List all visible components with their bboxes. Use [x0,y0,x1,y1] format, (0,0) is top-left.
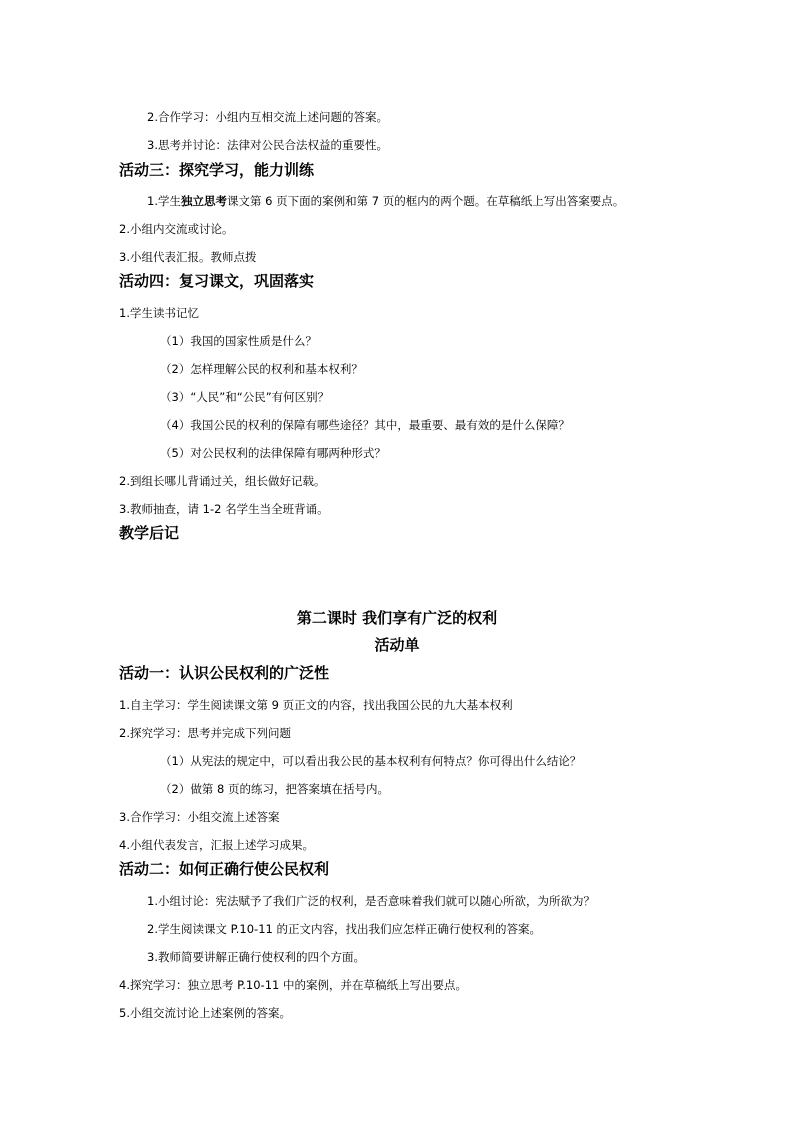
section-heading: 活动二：如何正确行使公民权利 [119,860,330,878]
list-item: 5.小组交流讨论上述案例的答案。 [119,1006,291,1020]
question-item: （3）“人民”和“公民”有何区别？ [160,390,330,404]
list-item: 1.学生读书记忆 [119,306,199,320]
list-item: 3.教师抽查，请 1-2 名学生当全班背诵。 [119,502,329,516]
question-item: （2）做第 8 页的练习，把答案填在括号内。 [160,782,389,796]
section-heading: 活动一：认识公民权利的广泛性 [119,664,330,682]
list-item: 2.小组内交流或讨论。 [119,222,234,236]
list-item: 4.小组代表发言，汇报上述学习成果。 [119,838,314,852]
list-item: 3.教师简要讲解正确行使权利的四个方面。 [147,950,365,964]
question-item: （2）怎样理解公民的权利和基本权利？ [160,362,363,376]
list-item [147,194,624,208]
list-item: 4.探究学习：独立思考 P.10-11 中的案例，并在草稿纸上写出要点。 [119,978,467,992]
section-heading: 活动四：复习课文，巩固落实 [119,272,315,290]
question-item: （1）我国的国家性质是什么？ [160,334,317,348]
list-item: 2.学生阅读课文 P.10-11 的正文内容，找出我们应怎样正确行使权利的答案。 [147,922,541,936]
list-item-text: 课文第 6 页下面的案例和第 7 页的框内的两个题。在草稿纸上写出答案要点。 [226,194,625,208]
section-heading: 教学后记 [119,524,180,542]
section-heading: 活动三：探究学习，能力训练 [119,161,315,179]
list-item: 2.探究学习：思考并完成下列问题 [119,726,291,740]
list-item: 3.合作学习：小组交流上述答案 [119,810,280,824]
lesson-title: 第二课时 我们享有广泛的权利 [296,609,498,627]
list-item: 1.自主学习：学生阅读课文第 9 页正文的内容，找出我国公民的九大基本权利 [119,698,513,712]
lesson-subtitle: 活动单 [374,636,420,654]
list-item: 3.思考并讨论：法律对公民合法权益的重要性。 [147,138,388,152]
list-item: 2.到组长哪儿背诵过关，组长做好记载。 [119,474,326,488]
question-item: （5）对公民权利的法律保障有哪两种形式？ [160,446,386,460]
list-item-text: 1.学生 [147,194,181,208]
list-item: 3.小组代表汇报。教师点拨 [119,250,257,264]
question-item: （4）我国公民的权利的保障有哪些途径？其中，最重要、最有效的是什么保障？ [160,418,570,432]
emphasis-text: 独立思考 [180,194,227,208]
list-item: 1.小组讨论：宪法赋予了我们广泛的权利，是否意味着我们就可以随心所欲，为所欲为？ [147,894,595,908]
list-item: 2.合作学习：小组内互相交流上述问题的答案。 [147,110,388,124]
question-item: （1）从宪法的规定中，可以看出我公民的基本权利有何特点？你可得出什么结论？ [160,754,582,768]
